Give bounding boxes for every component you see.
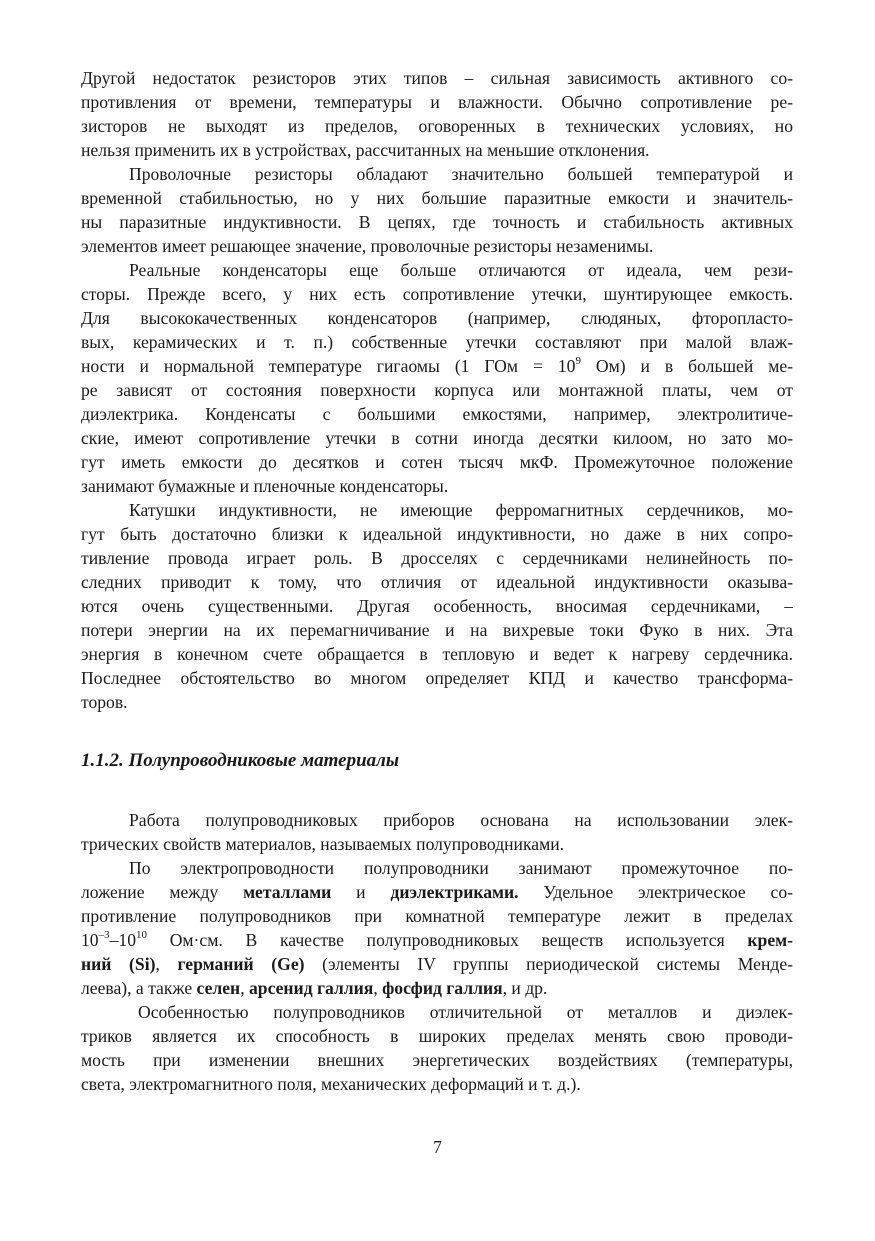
text-line: зисторов не выходят из пределов, оговоренных в технических условиях, но [81, 116, 793, 136]
text-line: противления от времени, температуры и влажности. Обычно сопротивление ре- [81, 92, 793, 112]
text-line: Реальные конденсаторы еще больше отличаются от идеала, чем рези- [129, 260, 793, 280]
text-line: трических свойств материалов, называемых полупроводниками. [81, 834, 565, 854]
text-line: потери энергии на их перемагничивание и на вихревые токи Фуко в них. Эта [81, 620, 793, 640]
text-line: ются очень существенными. Другая особенность, вносимая сердечниками, – [81, 596, 793, 616]
text-line: Для высококачественных конденсаторов (например, слюдяных, фторопласто- [81, 308, 793, 328]
text-line: занимают бумажные и пленочные конденсаторы. [81, 476, 449, 496]
paragraph-resistor-drawbacks [81, 66, 793, 162]
text-line: вых, керамических и т. п.) собственные утечки составляют при малой влаж- [81, 332, 793, 352]
page-number: 7 [433, 1137, 442, 1157]
text-line: ре зависят от состояния поверхности корпуса или монтажной платы, чем от [81, 380, 793, 400]
paragraph-semiconductor-devices [81, 808, 793, 856]
paragraph-capacitors [81, 258, 793, 498]
section-heading: 1.1.2. Полупроводниковые материалы [81, 750, 400, 771]
text-line: ны паразитные индуктивности. В цепях, где точность и стабильность активных [81, 212, 793, 232]
paragraph-conductivity [81, 856, 793, 1000]
text-line: ские, имеют сопротивление утечки в сотни иногда десятки килоом, но зато мо- [81, 428, 793, 448]
text-line: Работа полупроводниковых приборов основана на использовании элек- [129, 810, 793, 830]
text-line: временной стабильностью, но у них большие паразитные емкости и значитель- [81, 188, 793, 208]
text-line: мость при изменении внешних энергетических воздействиях (температуры, [81, 1050, 793, 1070]
text-line: энергия в конечном счете обращается в тепловую и ведет к нагреву сердечника. [81, 644, 793, 664]
text-line: Последнее обстоятельство во многом определяет КПД и качество трансформа- [81, 668, 793, 688]
text-line: диэлектрика. Конденсаты с большими емкостями, например, электролитиче- [81, 404, 793, 424]
text-line: Особенностью полупроводников отличительной от металлов и диэлек- [138, 1002, 793, 1022]
text-line: Другой недостаток резисторов этих типов – сильная зависимость активного со- [81, 68, 793, 88]
text-line: $10^{-3}-10^{10}$ Ом·см. В качестве полупроводниковых веществ используется крем- [81, 929, 793, 950]
text-line: ний (Si), германий (Ge) (элементы IV группы периодической системы Менде- [81, 954, 793, 974]
text-line: элементов имеет решающее значение, проволочные резисторы незаменимы. [81, 236, 654, 256]
text-line: противление полупроводников при комнатной температуре лежит в пределах [81, 906, 793, 926]
text-line: гут иметь емкости до десятков и сотен тысяч мкФ. Промежуточное положение [81, 452, 793, 472]
text-line: тивление провода играет роль. В дросселях с сердечниками нелинейность по- [81, 548, 793, 568]
paragraph-semiconductor-features [81, 1000, 793, 1096]
text-line: света, электромагнитного поля, механических деформаций и т. д.). [81, 1074, 581, 1094]
text-line: триков является их способность в широких пределах менять свою проводи- [81, 1026, 793, 1046]
text-line: Проволочные резисторы обладают значительно большей температурой и [129, 164, 793, 184]
text-line: ности и нормальной температуре гигаомы (1 ГОм = $10^9$ Ом) и в большей ме- [81, 355, 793, 376]
paragraph-inductors [81, 498, 793, 714]
text-line: По электропроводности полупроводники занимают промежуточное по- [129, 858, 793, 878]
text-line: торов. [81, 692, 128, 712]
text-line: леева), а также селен, арсенид галлия, фосфид галлия, и др. [81, 978, 548, 998]
text-line: гут быть достаточно близки к идеальной индуктивности, но даже в них сопро- [81, 524, 793, 544]
text-line: следних приводит к тому, что отличия от идеальной индуктивности оказыва- [81, 572, 793, 592]
text-line: ложение между металлами и диэлектриками. Удельное электрическое со- [81, 882, 793, 902]
text-line: Катушки индуктивности, не имеющие ферромагнитных сердечников, мо- [129, 500, 793, 520]
text-line: нельзя применить их в устройствах, рассчитанных на меньшие отклонения. [81, 140, 650, 160]
text-line: сторы. Прежде всего, у них есть сопротивление утечки, шунтирующее емкость. [81, 284, 793, 304]
paragraph-wire-resistors [81, 162, 793, 258]
